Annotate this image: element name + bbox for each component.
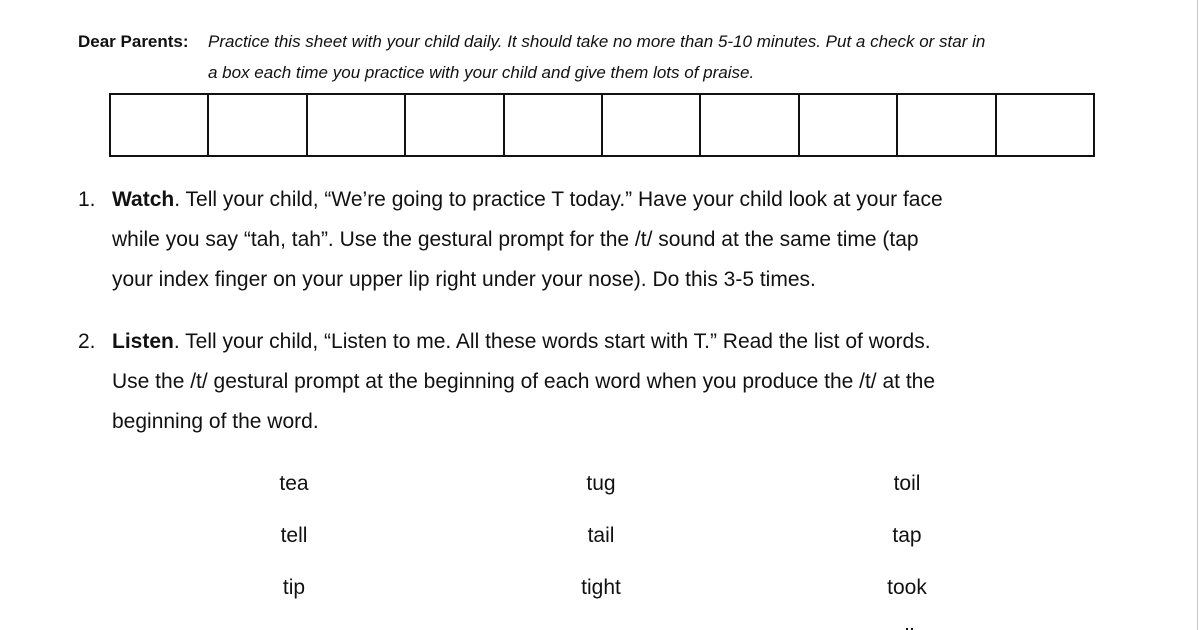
step-line-3: beginning of the word. xyxy=(112,410,319,433)
practice-box[interactable] xyxy=(603,95,701,155)
word-item: tap xyxy=(892,524,922,547)
step-line-2: while you say “tah, tah”. Use the gestural prompt for the /t/ sound at the same time (tap xyxy=(112,228,919,251)
intro-text-line-2: a box each time you practice with your child and give them lots of praise. xyxy=(208,63,755,82)
practice-box[interactable] xyxy=(308,95,406,155)
step-line-1-text: . Tell your child, “We’re going to practice T today.” Have your child look at your face xyxy=(174,188,943,211)
step-line-3: your index finger on your upper lip right under your nose). Do this 3-5 times. xyxy=(112,268,816,291)
word-item: took xyxy=(887,576,927,599)
step-heading: Watch xyxy=(112,188,175,211)
cut-off-next-row-glyph xyxy=(900,622,920,630)
page-edge-divider xyxy=(1197,0,1198,630)
practice-box[interactable] xyxy=(505,95,603,155)
intro-label: Dear Parents: xyxy=(78,32,189,51)
word-item: toil xyxy=(893,472,921,495)
practice-box[interactable] xyxy=(800,95,898,155)
practice-check-boxes xyxy=(109,93,1095,157)
step-number: 1. xyxy=(78,188,96,211)
practice-box[interactable] xyxy=(406,95,504,155)
practice-box[interactable] xyxy=(898,95,996,155)
cut-off-text-fragment xyxy=(900,626,920,630)
word-item: tight xyxy=(581,576,621,599)
intro-text-line-1: Practice this sheet with your child daily. It should take no more than 5-10 minutes. Put a check or star in xyxy=(208,32,986,51)
step-heading: Listen xyxy=(112,330,174,353)
word-item: tea xyxy=(279,472,309,495)
step-line-2: Use the /t/ gestural prompt at the beginning of each word when you produce the /t/ at the xyxy=(112,370,936,393)
word-item: tell xyxy=(280,524,308,547)
step-line-1 xyxy=(112,322,931,362)
word-item: tip xyxy=(282,576,306,599)
practice-box[interactable] xyxy=(111,95,209,155)
step-line-1-text: . Tell your child, “Listen to me. All these words start with T.” Read the list of words. xyxy=(173,330,931,353)
step-number: 2. xyxy=(78,330,96,353)
practice-box[interactable] xyxy=(209,95,307,155)
practice-box[interactable] xyxy=(701,95,799,155)
word-item: tug xyxy=(586,472,616,495)
step-line-1 xyxy=(112,180,943,220)
word-item: tail xyxy=(587,524,615,547)
practice-box[interactable] xyxy=(997,95,1093,155)
